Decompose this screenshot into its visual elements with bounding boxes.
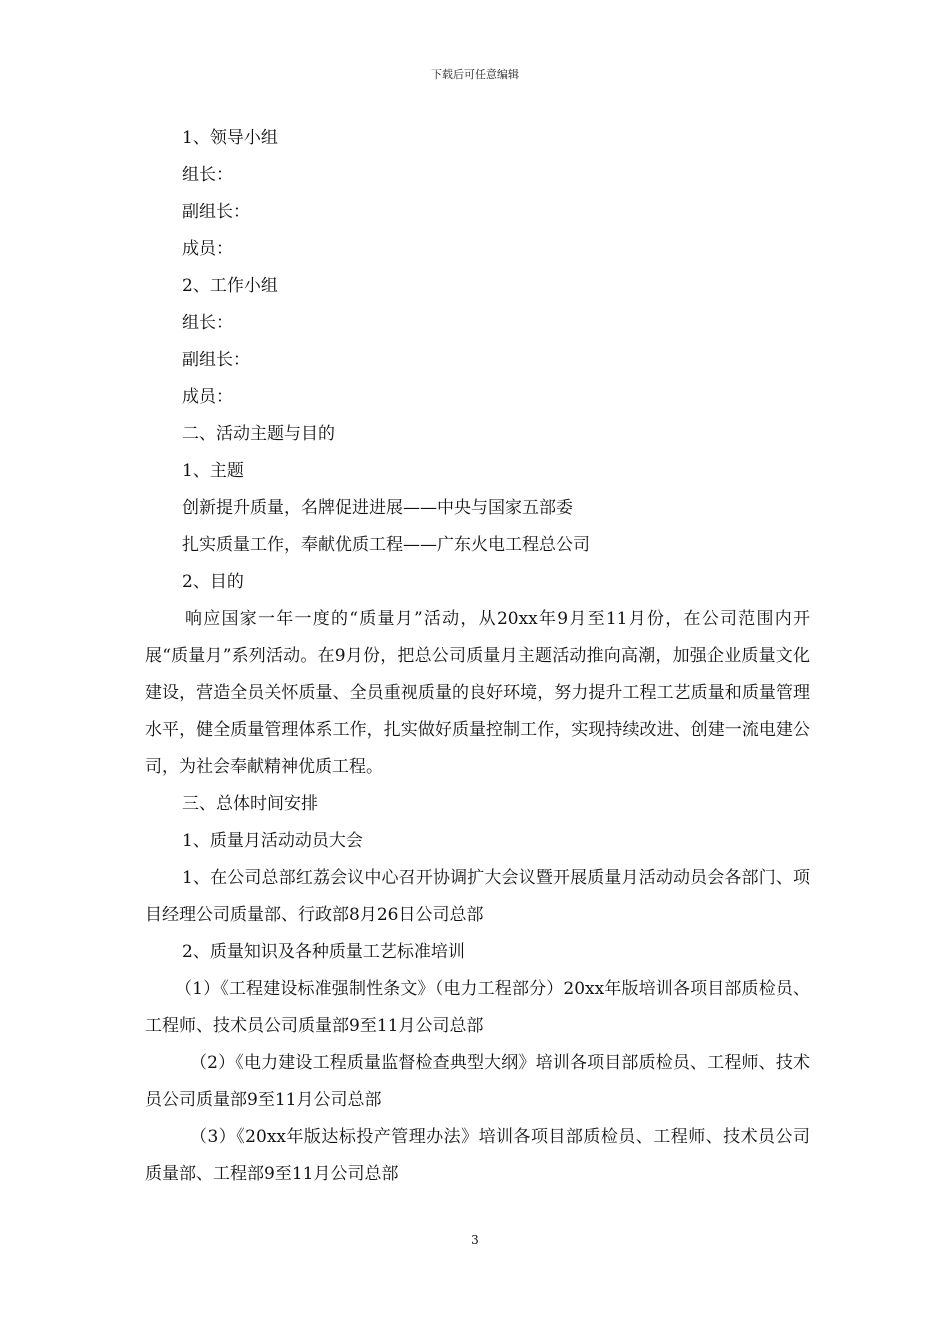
section-heading-leadership: 1、领导小组	[182, 128, 278, 148]
schedule-item-1-text: 1、在公司总部红荔会议中心召开协调扩大会议暨开展质量月活动动员会各部门、项目经理公司质量部、行政部8月26日公司总部	[145, 868, 810, 925]
section-heading-theme-purpose: 二、活动主题与目的	[182, 424, 335, 444]
members-label: 成员：	[182, 387, 233, 407]
schedule-item-1-title: 1、质量月活动动员大会	[182, 831, 363, 851]
theme-slogan-1: 创新提升质量，名牌促进进展——中央与国家五部委	[182, 498, 573, 518]
theme-slogan-2: 扎实质量工作，奉献优质工程——广东火电工程总公司	[182, 535, 590, 555]
schedule-item-2-title: 2、质量知识及各种质量工艺标准培训	[182, 942, 465, 962]
purpose-paragraph: 响应国家一年一度的“质量月”活动，从20xx年9月至11月份，在公司范围内开展“质量月”系列活动。在9月份，把总公司质量月主题活动推向高潮，加强企业质量文化建设，营造全员关怀质量、全员重视质量的良好环境，努力提升工程工艺质量和质量管理水平，健全质量管理体系工作，扎实做好质量控制工作，实现持续改进、创建一流电建公司，为社会奉献精神优质工程。	[145, 609, 810, 777]
training-item-1: （1）《工程建设标准强制性条文》（电力工程部分）20xx年版培训各项目部质检员、工程师、技术员公司质量部9至11月公司总部	[145, 979, 810, 1036]
page-number: 3	[471, 1233, 479, 1247]
training-item-3: （3）《20xx年版达标投产管理办法》培训各项目部质检员、工程师、技术员公司质量部、工程部9至11月公司总部	[145, 1127, 810, 1184]
deputy-leader-label: 副组长：	[182, 350, 250, 370]
document-body	[145, 120, 810, 1193]
members-label: 成员：	[182, 239, 233, 259]
section-heading-schedule: 三、总体时间安排	[182, 794, 318, 814]
section-heading-working-group: 2、工作小组	[182, 276, 278, 296]
page-header: 下载后可任意编辑	[431, 68, 519, 81]
subheading-theme: 1、主题	[182, 461, 244, 481]
deputy-leader-label: 副组长：	[182, 202, 250, 222]
training-item-2: （2）《电力建设工程质量监督检查典型大纲》培训各项目部质检员、工程师、技术员公司质量部9至11月公司总部	[145, 1053, 810, 1110]
leader-label: 组长：	[182, 165, 233, 185]
subheading-purpose: 2、目的	[182, 572, 244, 592]
leader-label: 组长：	[182, 313, 233, 333]
